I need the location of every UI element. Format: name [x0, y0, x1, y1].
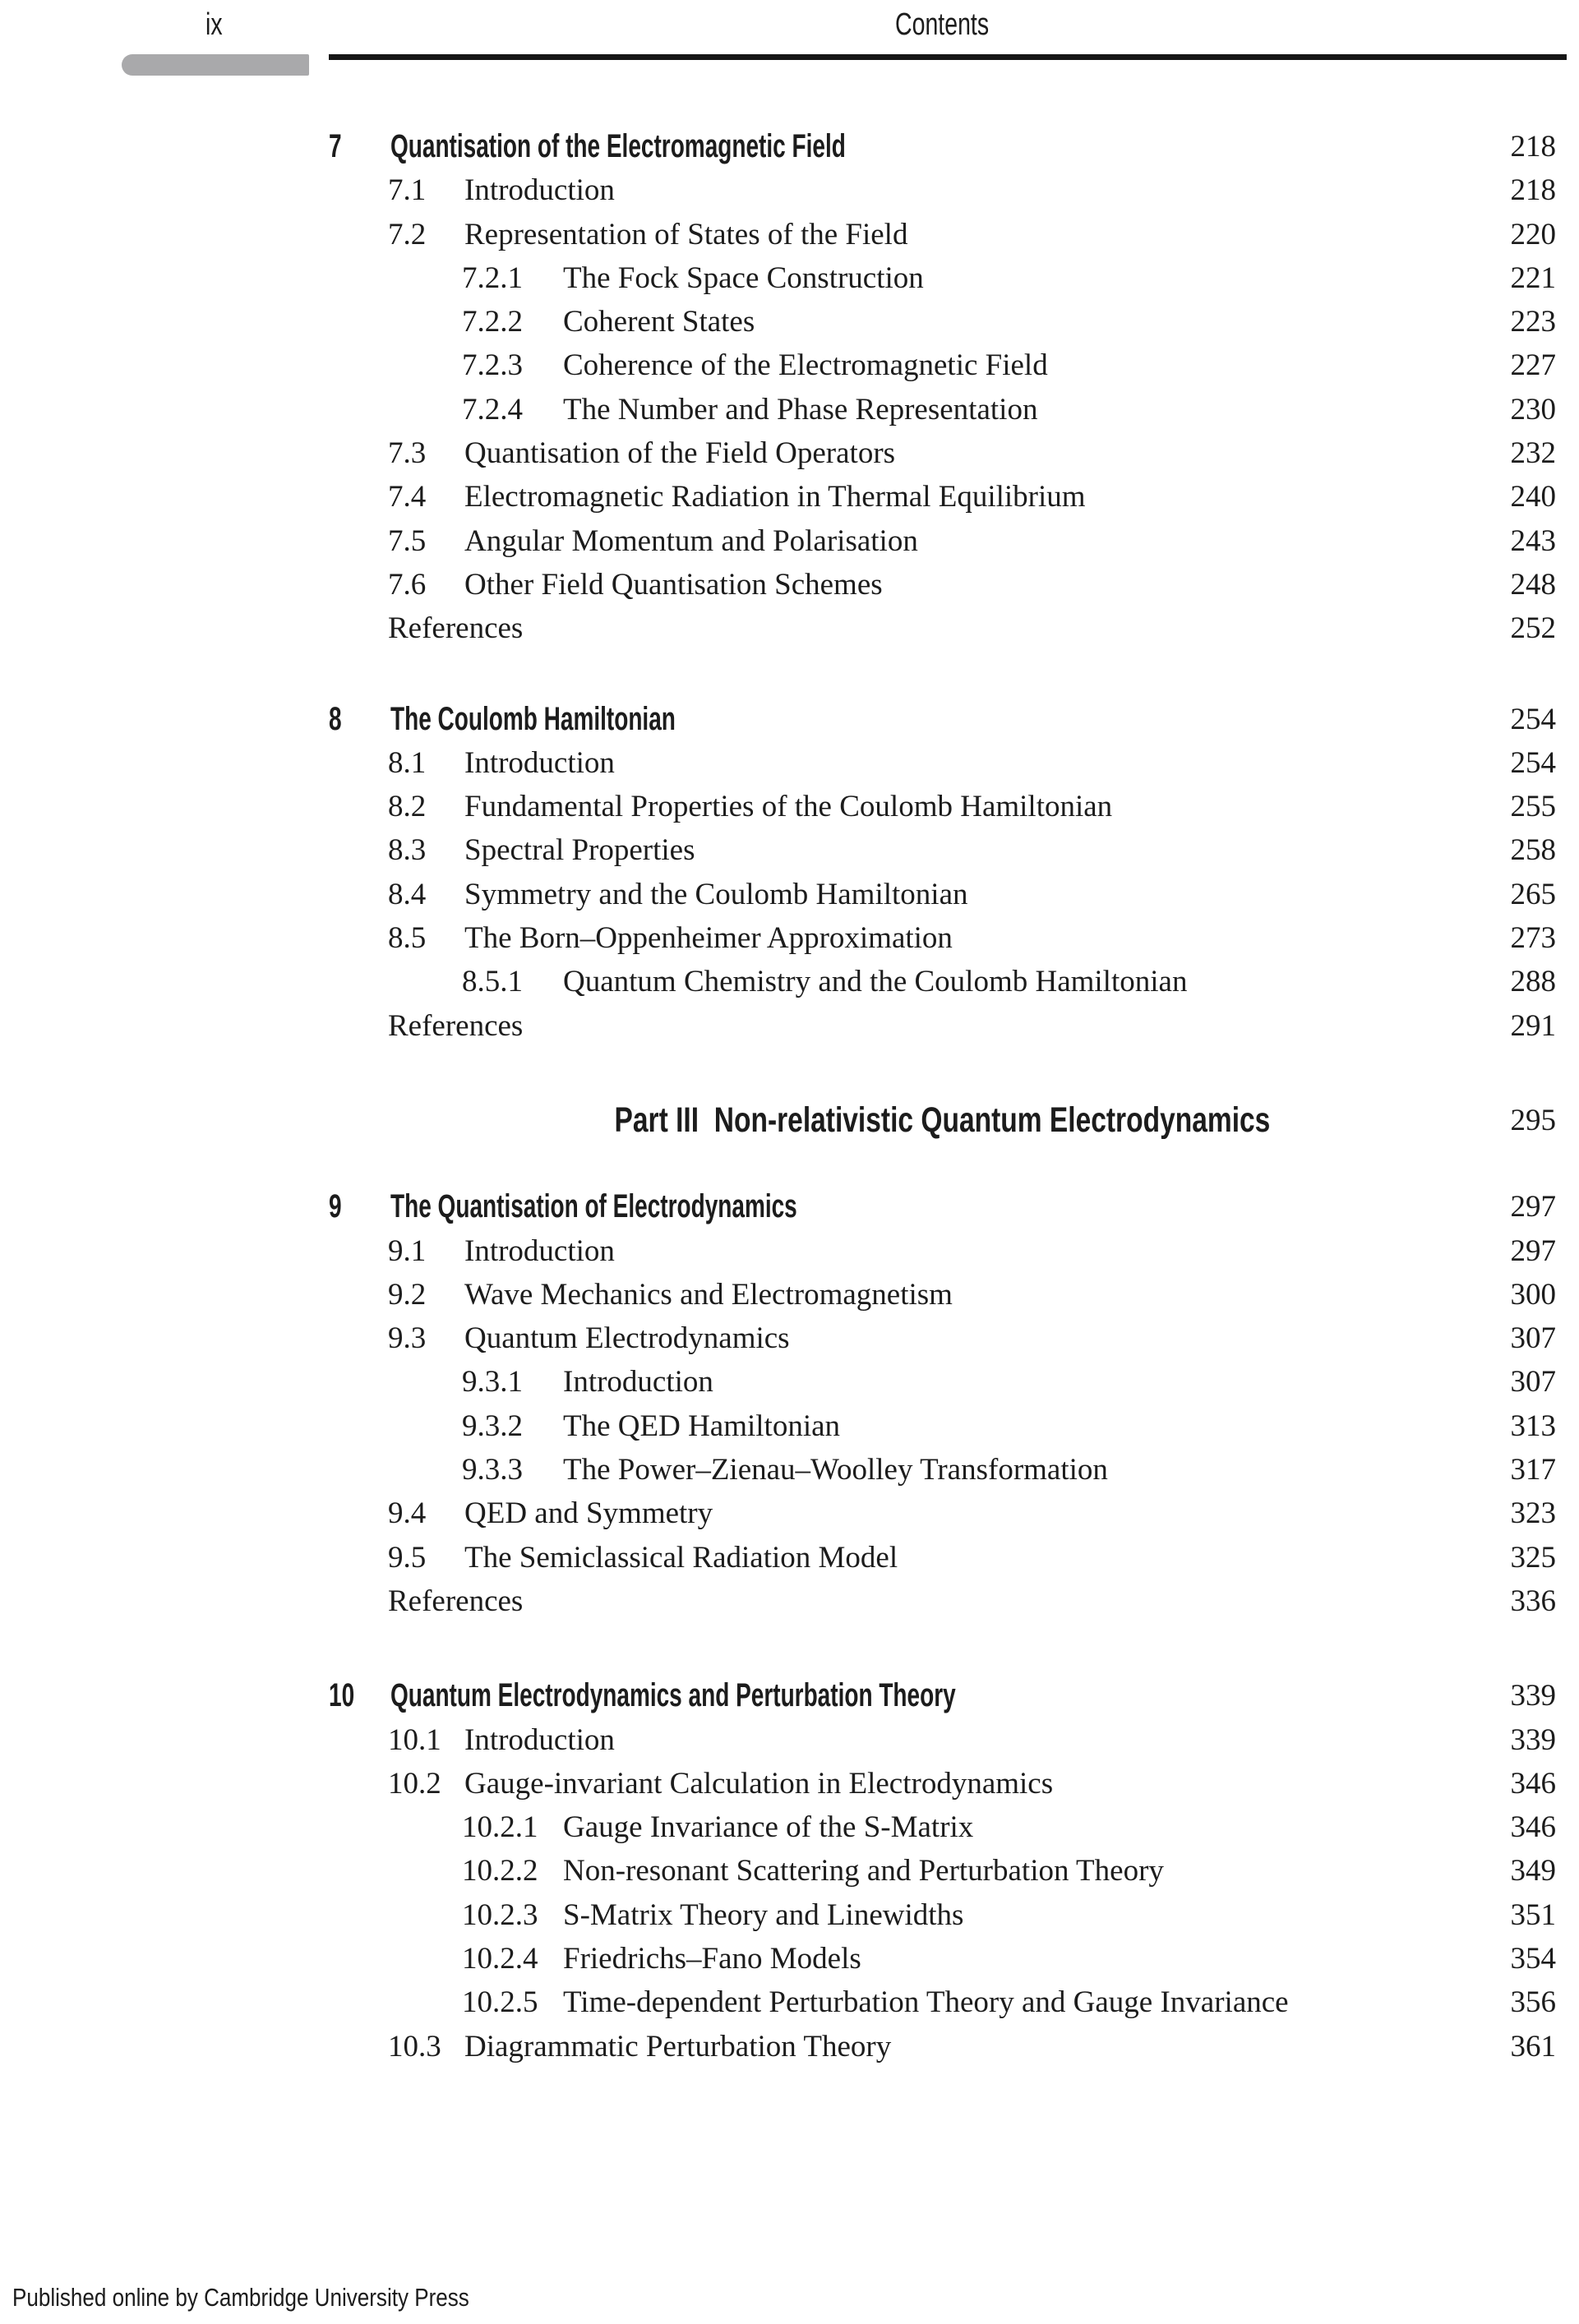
page-number: 258: [1510, 833, 1556, 868]
page-number: 307: [1510, 1321, 1556, 1356]
entry-number: 7.1: [388, 173, 427, 208]
entry-title: Fundamental Properties of the Coulomb Hamiltonian: [464, 790, 1113, 824]
toc-entry-10.2.3: [329, 1893, 1556, 1937]
entry-title: References: [388, 1008, 524, 1043]
entry-title: The Fock Space Construction: [563, 261, 924, 295]
entry-title: Representation of States of the Field: [464, 217, 908, 251]
page-number: 273: [1510, 921, 1556, 956]
page-number: 252: [1510, 611, 1556, 646]
toc-entry-10.1: [329, 1718, 1556, 1762]
folio-page-label: [205, 7, 228, 43]
header-rule: [329, 54, 1567, 60]
entry-title: Time-dependent Perturbation Theory and Gauge Invariance: [563, 1985, 1289, 2020]
chapter-title: The Quantisation of Electrodynamics: [390, 1188, 797, 1225]
publisher-footer: [12, 2283, 556, 2312]
toc-entry-10.2.2: [329, 1849, 1556, 1893]
toc-entry-7.2: [329, 213, 1556, 256]
entry-title: QED and Symmetry: [464, 1496, 713, 1531]
page-number: 325: [1510, 1540, 1556, 1575]
entry-title: Gauge Invariance of the S-Matrix: [563, 1810, 974, 1845]
toc-entry-8.4: [329, 873, 1556, 916]
entry-number: 10.1: [388, 1722, 441, 1757]
part-heading-row: [329, 1099, 1556, 1142]
toc-entry-9.4: [329, 1492, 1556, 1535]
toc-entry-8.3: [329, 828, 1556, 872]
page-number: 361: [1510, 2029, 1556, 2063]
toc-chapter-row-8: [329, 698, 1556, 741]
entry-number: 9.2: [388, 1277, 427, 1312]
toc-chapter-row-9: [329, 1185, 1556, 1229]
entry-title: Diagrammatic Perturbation Theory: [464, 2029, 892, 2063]
toc-entry-10.2.4: [329, 1937, 1556, 1980]
running-head-text: Contents: [895, 7, 990, 42]
page-number: 317: [1510, 1453, 1556, 1487]
entry-title: The Born–Oppenheimer Approximation: [464, 921, 953, 956]
entry-title: Friedrichs–Fano Models: [563, 1941, 861, 1976]
toc-entry-7.6: [329, 563, 1556, 606]
page-number: 339: [1510, 1722, 1556, 1757]
entry-number: 7.2: [388, 217, 427, 251]
entry-title: Quantum Chemistry and the Coulomb Hamiltonian: [563, 965, 1188, 999]
chapter-title: Quantum Electrodynamics and Perturbation Theory: [390, 1677, 956, 1714]
part-label: Part III: [614, 1100, 699, 1140]
page-number: 227: [1510, 348, 1556, 383]
toc-entry-7.2.2: [329, 300, 1556, 344]
toc-entry-7.3: [329, 431, 1556, 475]
page-number: 346: [1510, 1766, 1556, 1801]
entry-title: The QED Hamiltonian: [563, 1409, 841, 1443]
toc-chapter-row-7: [329, 125, 1556, 168]
chapter-number: 7: [329, 128, 342, 164]
entry-title: References: [388, 1584, 524, 1618]
toc-entry-10.3: [329, 2025, 1556, 2068]
toc-chapter-9: [329, 1185, 1556, 1623]
page-number: 232: [1510, 436, 1556, 471]
page-number: 254: [1510, 745, 1556, 780]
entry-title: Quantisation of the Field Operators: [464, 436, 896, 471]
entry-number: 9.1: [388, 1233, 427, 1268]
page-number: 339: [1510, 1679, 1556, 1713]
chapter-number: 10: [329, 1677, 355, 1714]
page-number: 255: [1510, 790, 1556, 824]
entry-title: Coherence of the Electromagnetic Field: [563, 348, 1048, 383]
entry-number: 10.2.2: [462, 1854, 538, 1888]
entry-number: 7.2.2: [462, 305, 523, 339]
page-number: 288: [1510, 965, 1556, 999]
entry-number: 9.3.2: [462, 1409, 523, 1443]
entry-number: 7.4: [388, 480, 427, 514]
entry-number: 8.4: [388, 877, 427, 911]
running-head: [329, 7, 1556, 43]
page-number: 313: [1510, 1409, 1556, 1443]
entry-title: The Semiclassical Radiation Model: [464, 1540, 898, 1575]
page-number: 243: [1510, 523, 1556, 558]
toc-entry-9.2: [329, 1273, 1556, 1316]
page-number: 218: [1510, 173, 1556, 208]
entry-title: Coherent States: [563, 305, 755, 339]
toc-entry-9.5: [329, 1536, 1556, 1579]
page-number: 336: [1510, 1584, 1556, 1618]
chapter-tab-bar: [122, 54, 309, 76]
toc-entry-8.5.1: [329, 960, 1556, 1003]
part-heading-text: [615, 1099, 1271, 1142]
entry-number: 10.2.3: [462, 1897, 538, 1932]
entry-title: Quantum Electrodynamics: [464, 1321, 790, 1356]
entry-title: Spectral Properties: [464, 833, 695, 868]
toc-chapter-8: [329, 698, 1556, 1048]
toc-entry-9.3: [329, 1316, 1556, 1360]
toc-entry-9.3.1: [329, 1360, 1556, 1404]
page-number: 221: [1510, 261, 1556, 295]
entry-number: 8.3: [388, 833, 427, 868]
page-number: 354: [1510, 1941, 1556, 1976]
entry-number: 9.3.3: [462, 1453, 523, 1487]
entry-number: 8.2: [388, 790, 427, 824]
entry-number: 8.5: [388, 921, 427, 956]
entry-number: 10.2.5: [462, 1985, 538, 2020]
entry-number: 9.3: [388, 1321, 427, 1356]
toc-entry-references: [329, 1004, 1556, 1048]
entry-number: 8.5.1: [462, 965, 523, 999]
toc-entry-7.2.3: [329, 344, 1556, 387]
toc: [329, 125, 1556, 2068]
entry-title: Introduction: [464, 1722, 615, 1757]
entry-title: Introduction: [464, 173, 615, 208]
page-number: 291: [1510, 1008, 1556, 1043]
toc-entry-10.2: [329, 1762, 1556, 1805]
entry-number: 8.1: [388, 745, 427, 780]
page-number: 223: [1510, 305, 1556, 339]
toc-entry-10.2.5: [329, 1980, 1556, 2024]
publisher-footer-text: Published online by Cambridge University Press: [12, 2283, 469, 2312]
toc-entry-references: [329, 1579, 1556, 1623]
chapter-number: 9: [329, 1188, 342, 1225]
toc-entry-7.2.1: [329, 256, 1556, 300]
entry-number: 10.3: [388, 2029, 441, 2063]
entry-title: Symmetry and the Coulomb Hamiltonian: [464, 877, 968, 911]
page-number: 295: [1510, 1103, 1556, 1137]
page-number: 297: [1510, 1190, 1556, 1224]
entry-number: 10.2.4: [462, 1941, 538, 1976]
entry-number: 9.4: [388, 1496, 427, 1531]
page-number: 346: [1510, 1810, 1556, 1845]
page-number: 254: [1510, 702, 1556, 736]
toc-entry-10.2.1: [329, 1805, 1556, 1849]
page-number: 356: [1510, 1985, 1556, 2020]
toc-entry-references: [329, 606, 1556, 650]
page-number: 323: [1510, 1496, 1556, 1531]
toc-entry-8.1: [329, 741, 1556, 785]
chapter-title: Quantisation of the Electromagnetic Field: [390, 128, 846, 164]
toc-chapter-10: [329, 1674, 1556, 2068]
entry-number: 9.5: [388, 1540, 427, 1575]
page-number: 248: [1510, 567, 1556, 602]
entry-number: 7.2.4: [462, 392, 523, 427]
page-number: 230: [1510, 392, 1556, 427]
entry-title: The Power–Zienau–Woolley Transformation: [563, 1453, 1108, 1487]
entry-title: Angular Momentum and Polarisation: [464, 523, 918, 558]
entry-title: Gauge-invariant Calculation in Electrodynamics: [464, 1766, 1054, 1801]
toc-entry-7.2.4: [329, 388, 1556, 431]
entry-number: 7.6: [388, 567, 427, 602]
page-number: 265: [1510, 877, 1556, 911]
entry-title: Non-resonant Scattering and Perturbation Theory: [563, 1854, 1164, 1888]
page-number: 240: [1510, 480, 1556, 514]
entry-number: 10.2: [388, 1766, 441, 1801]
entry-title: Electromagnetic Radiation in Thermal Equilibrium: [464, 480, 1086, 514]
toc-chapter-row-10: [329, 1674, 1556, 1718]
page-number: 307: [1510, 1365, 1556, 1399]
entry-number: 7.2.3: [462, 348, 523, 383]
page-number: 218: [1510, 130, 1556, 164]
page-number: 220: [1510, 217, 1556, 251]
toc-entry-7.5: [329, 519, 1556, 563]
toc-entry-9.3.3: [329, 1448, 1556, 1492]
page-number: 349: [1510, 1854, 1556, 1888]
entry-title: Wave Mechanics and Electromagnetism: [464, 1277, 953, 1312]
entry-title: Introduction: [563, 1365, 713, 1399]
entry-title: Other Field Quantisation Schemes: [464, 567, 883, 602]
entry-title: Introduction: [464, 745, 615, 780]
entry-number: 9.3.1: [462, 1365, 523, 1399]
folio-text: ix: [205, 7, 223, 42]
entry-number: 7.3: [388, 436, 427, 471]
entry-title: The Number and Phase Representation: [563, 392, 1038, 427]
chapter-title: The Coulomb Hamiltonian: [390, 700, 676, 737]
entry-number: 10.2.1: [462, 1810, 538, 1845]
toc-entry-8.5: [329, 916, 1556, 960]
chapter-number: 8: [329, 700, 342, 737]
part-heading-block: [329, 1099, 1556, 1142]
page-number: 351: [1510, 1897, 1556, 1932]
toc-entry-7.1: [329, 168, 1556, 212]
toc-entry-9.3.2: [329, 1404, 1556, 1448]
toc-entry-8.2: [329, 785, 1556, 828]
toc-chapter-7: [329, 125, 1556, 651]
entry-title: S-Matrix Theory and Linewidths: [563, 1897, 964, 1932]
page-number: 300: [1510, 1277, 1556, 1312]
entry-title: References: [388, 611, 524, 646]
entry-number: 7.2.1: [462, 261, 523, 295]
entry-number: 7.5: [388, 523, 427, 558]
toc-entry-7.4: [329, 475, 1556, 519]
part-title: Non-relativistic Quantum Electrodynamics: [713, 1100, 1271, 1140]
entry-title: Introduction: [464, 1233, 615, 1268]
toc-entry-9.1: [329, 1229, 1556, 1273]
page-number: 297: [1510, 1233, 1556, 1268]
